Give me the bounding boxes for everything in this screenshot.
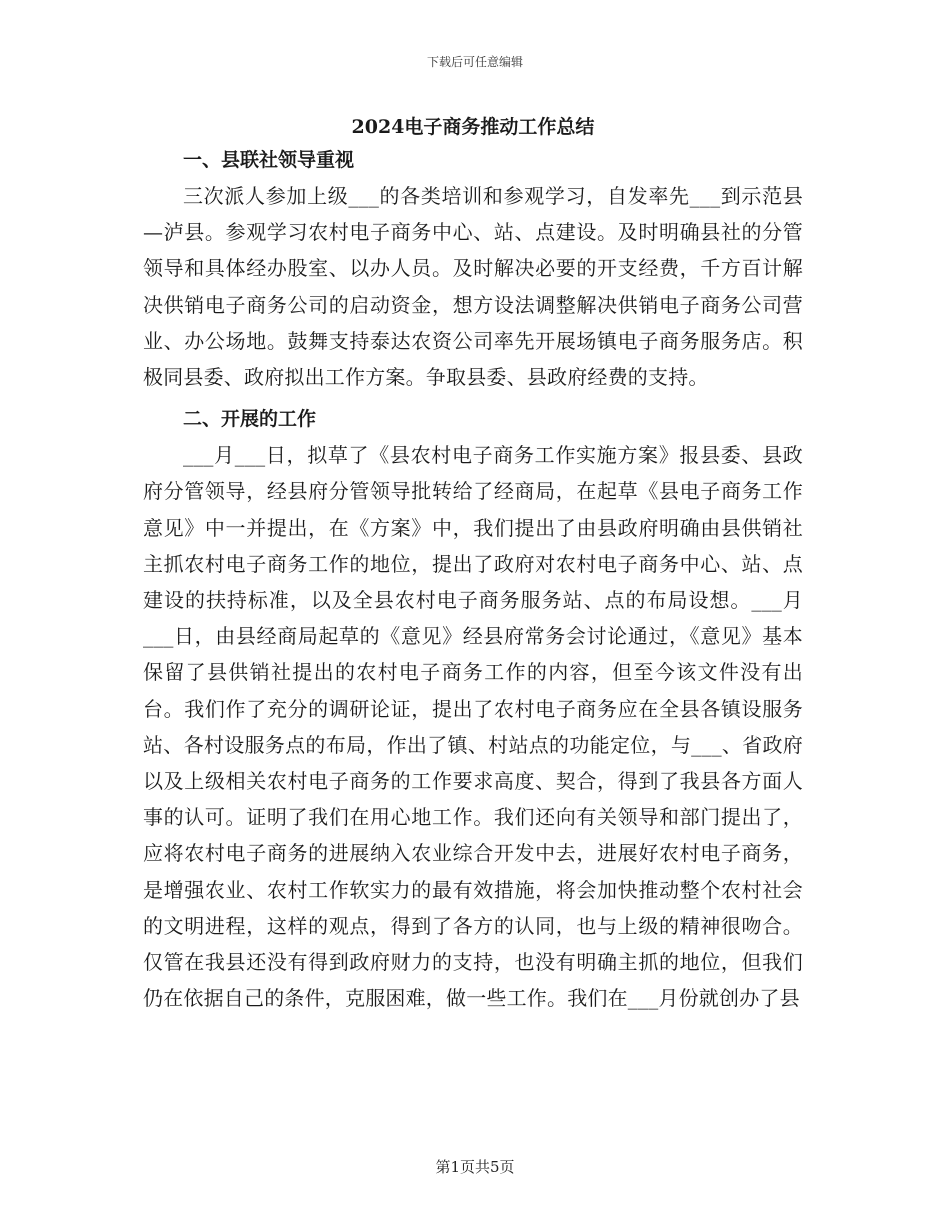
document-title: 2024电子商务推动工作总结	[351, 116, 595, 138]
section-heading-2: 二、开展的工作	[183, 408, 317, 431]
page-number: 第1页共5页	[435, 1158, 515, 1176]
section-1-paragraph: 三次派人参加上级___的各类培训和参观学习，自发率先___到示范县—泸县。参观学习农村电子商务中心、站、点建设。及时明确县社的分管领导和具体经办股室、以办人员。及时解决必要的开支经费，千方百计解决供销电子商务公司的启动资金，想方设法调整解决供销电子商务公司营业、办公场地。鼓舞支持泰达农资公司率先开展场镇电子商务服务店。积极同县委、政府拟出工作方案。争取县委、县政府经费的支持。	[143, 184, 803, 390]
section-heading-1: 一、县联社领导重视	[183, 149, 355, 171]
section-2-paragraph: ___月___日，拟草了《县农村电子商务工作实施方案》报县委、县政府分管领导，经县府分管领导批转给了经商局，在起草《县电子商务工作意见》中一并提出，在《方案》中，我们提出了由县政府明确由县供销社主抓农村电子商务工作的地位，提出了政府对农村电子商务中心、站、点建设的扶持标准，以及全县农村电子商务服务站、点的布局设想。___月___日，由县经商局起草的《意见》经县府常务会讨论通过，《意见》基本保留了县供销社提出的农村电子商务工作的内容，但至今该文件没有出台。我们作了充分的调研论证，提出了农村电子商务应在全县各镇设服务站、各村设服务点的布局，作出了镇、村站点的功能定位，与___、省政府以及上级相关农村电子商务的工作要求高度、契合，得到了我县各方面人事的认可。证明了我们在用心地工作。我们还向有关领导和部门提出了，应将农村电子商务的进展纳入农业综合开发中去，进展好农村电子商务，是增强农业、农村工作软实力的最有效措施，将会加快推动整个农村社会的文明进程，这样的观点，得到了各方的认同，也与上级的精神很吻合。仅管在我县还没有得到政府财力的支持，也没有明确主抓的地位，但我们仍在依据自己的条件，克服困难，做一些工作。我们在___月份就创办了县	[143, 443, 803, 1011]
document-body	[143, 112, 803, 1016]
page-header-note: 下载后可任意编辑	[426, 55, 523, 69]
